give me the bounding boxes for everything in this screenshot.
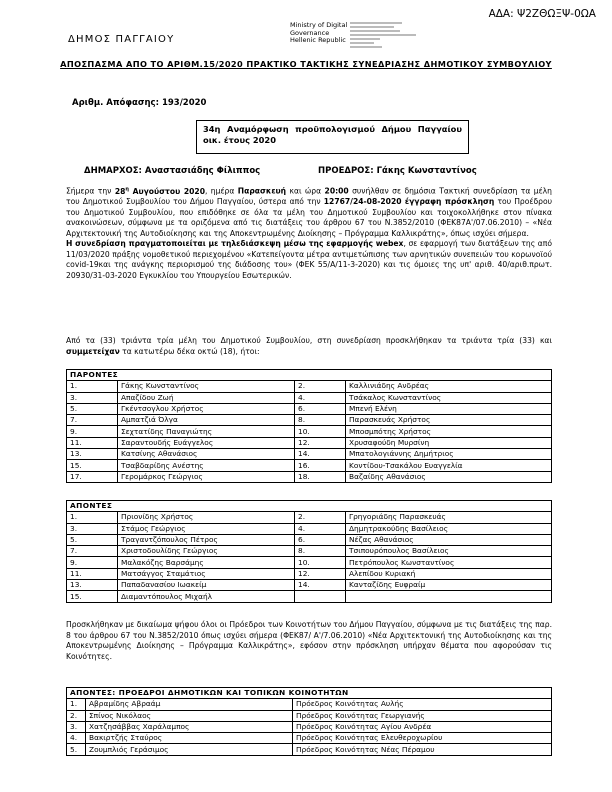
decision-number: Αριθμ. Απόφασης: 193/2020 [72,98,207,108]
table-cell: Σπίνος Νικόλαος [86,710,293,721]
table-cell: Χρυσαφούδη Μυρσίνη [346,437,552,448]
table-cell: Τσαβδαρίδης Ανέστης [118,460,295,471]
present-text: Από τα (33) τριάντα τρία μέλη του Δημοτικού Συμβουλίου, στη συνεδρίαση προσκλήθηκαν τα τριάντα τρία (33) και [66,336,552,345]
table-cell: 7. [67,546,118,557]
intro-text: και ώρα [286,186,325,196]
table-cell: 10. [295,557,346,568]
table-cell: 3. [67,523,118,534]
table-cell: Νέζας Αθανάσιος [346,534,552,545]
absent-title: ΑΠΟΝΤΕΣ [67,501,552,512]
table-cell: Γρηγοριάδης Παρασκευάς [346,512,552,523]
table-cell: 4. [67,733,86,744]
presidents-absent-title: ΑΠΟΝΤΕΣ: ΠΡΟΕΔΡΟΙ ΔΗΜΟΤΙΚΩΝ ΚΑΙ ΤΟΠΙΚΩΝ ΚΟΙΝΟΤΗΤΩΝ [67,688,552,699]
date-day: 28 [114,186,126,196]
table-cell: 11. [67,437,118,448]
present-table [66,369,552,483]
table-cell: Πετρόπουλος Κωνσταντίνος [346,557,552,568]
table-cell: 6. [295,403,346,414]
municipality-name: ΔΗΜΟΣ ΠΑΓΓΑΙΟΥ [68,34,175,45]
table-cell: Τσάκαλος Κωνσταντίνος [346,392,552,403]
table-cell: Βακιρτζής Σταύρος [86,733,293,744]
table-cell: 5. [67,534,118,545]
table-cell: Κανταζίδης Ευφραίμ [346,580,552,591]
table-cell: 4. [295,392,346,403]
table-cell: 2. [67,710,86,721]
table-cell: 1. [67,381,118,392]
table-row [67,534,552,545]
table-cell: Αμπατζιά Όλγα [118,415,295,426]
table-cell: Απαζίδου Ζωή [118,392,295,403]
table-cell: Πρόεδρος Κοινότητας Αγίου Ανδρέα [293,721,552,732]
table-cell: Πρόεδρος Κοινότητας Ελευθεροχωρίου [293,733,552,744]
president-line: ΠΡΟΕΔΡΟΣ: Γάκης Κωνσταντίνος [318,166,477,176]
table-cell: 4. [295,523,346,534]
table-cell: 1. [67,699,86,710]
signature-stamp-lines [350,21,420,49]
table-row [67,512,552,523]
table-row [67,523,552,534]
table-cell: 13. [67,580,118,591]
table-cell: 16. [295,460,346,471]
date-suffix: η [125,186,129,192]
table-row [67,733,552,744]
table-cell: Πρόεδρος Κοινότητας Νέας Πέραμου [293,744,552,755]
table-row [67,591,552,602]
table-cell: Γκέντσογλου Χρήστος [118,403,295,414]
table-cell: 2. [295,381,346,392]
meeting-day: Παρασκευή [237,186,287,196]
table-cell: 1. [67,512,118,523]
table-cell: Χριστοδουλίδης Γεώργιος [118,546,295,557]
present-sentence [66,336,552,357]
table-cell: Σεχτατίδης Παναγιώτης [118,426,295,437]
table-cell [295,591,346,602]
intro-text: , σε εφαρμογή των διατάξεων της από 11/03/2020 πράξης νομοθετικού περιεχομένου «Κατεπείγοντα μέτρα αντιμετώπισης των αρνητικών συνεπειών του κορωνοϊού covid-19και της ανάγκης περιορισμού της διάδοσης του» (ΦΕΚ 55/Α/11-3-2020) και τις όμοιες της υπ' αριθ. 40/αριθ.πρωτ. 20930/31-03-2020 Εγκυκλίου του Υπουργείου Εσωτερικών. [66,239,552,280]
table-row [67,557,552,568]
meeting-date [115,187,205,196]
table-row [67,471,552,482]
table-cell: 5. [67,744,86,755]
document-heading: ΑΠΟΣΠΑΣΜΑ ΑΠΟ ΤΟ ΑΡΙΘΜ.15/2020 ΠΡΑΚΤΙΚΟ ΤΑΚΤΙΚΗΣ ΣΥΝΕΔΡΙΑΣΗΣ ΔΗΜΟΤΙΚΟΥ ΣΥΜΒΟΥΛΙΟΥ [60,59,552,69]
table-row [67,744,552,755]
table-cell: 9. [67,557,118,568]
table-row [67,568,552,579]
table-cell: 6. [295,534,346,545]
intro-text: συνήλθαν σε δημόσια Τακτική συνεδρίαση τα μέλη του Δημοτικού Συμβουλίου του Δήμου Παγγαίου, ύστερα από την [66,186,552,207]
table-cell: Σαραντουδής Ευάγγελος [118,437,295,448]
table-cell: Βαζαίδης Αθανάσιος [346,471,552,482]
presidents-absent-table [66,687,552,756]
invitation-ref: 12767/24-08-2020 έγγραφη πρόσκληση [323,197,495,207]
table-cell: 14. [295,449,346,460]
invited-paragraph: Προσκλήθηκαν με δικαίωμα ψήφου όλοι οι Πρόεδροι των Κοινοτήτων του Δήμου Παγγαίου, σύμφωνα με τις διατάξεις της παρ. 8 του άρθρου 67 του Ν.3852/2010 όπως ισχύει σήμερα (ΦΕΚ87/ Α'/7.06.2010) «Νέα Αρχιτεκτονική της Αυτοδιοίκησης και της Αποκεντρωμένης Διοίκησης – Πρόγραμμα Καλλικράτης», εφόσον στην πρόσκληση υπήρχαν θέματα που αφορούσαν τις Κοινότητες. [66,620,552,661]
table-cell: Κατσίνης Αθανάσιος [118,449,295,460]
table-cell: 8. [295,415,346,426]
table-cell: Παπαδανασίου Ιωακείμ [118,580,295,591]
ministry-line-2: Governance [290,28,330,37]
table-cell: 15. [67,460,118,471]
table-cell: 7. [67,415,118,426]
ministry-label [290,22,347,45]
table-cell: Μπενή Ελένη [346,403,552,414]
table-cell: Αλεπίδου Κυριακή [346,568,552,579]
table-cell: 2. [295,512,346,523]
table-row [67,699,552,710]
webex-notice: Η συνεδρίαση πραγματοποιείται με τηλεδιάσκεψη μέσω της εφαρμογής webex [66,239,404,249]
table-cell [346,591,552,602]
intro-text: , ημέρα [204,186,238,196]
table-row [67,710,552,721]
present-title: ΠΑΡΟΝΤΕΣ [67,370,552,381]
table-cell: Πρόεδρος Κοινότητας Αυλής [293,699,552,710]
table-cell: 13. [67,449,118,460]
table-cell: Γάκης Κωνσταντίνος [118,381,295,392]
table-cell: Μποσμπότης Χρήστος [346,426,552,437]
ada-code: ΑΔΑ: Ψ2ΖΘΩΞΨ-0ΩΑ [488,8,596,20]
table-row [67,449,552,460]
table-row [67,415,552,426]
table-cell: 3. [67,392,118,403]
table-cell: 12. [295,568,346,579]
table-row [67,546,552,557]
table-row [67,381,552,392]
absent-table [66,500,552,603]
table-cell: 12. [295,437,346,448]
table-cell: Πριονίδης Χρήστος [118,512,295,523]
table-cell: Παρασκευάς Χρήστος [346,415,552,426]
table-cell: Καλλινιάδης Ανδρέας [346,381,552,392]
mayor-line: ΔΗΜΑΡΧΟΣ: Αναστασιάδης Φίλιππος [84,166,261,176]
table-cell: Αβραμίδης Αβραάμ [86,699,293,710]
table-cell: Χατζησάββας Χαράλαμπος [86,721,293,732]
table-row [67,403,552,414]
table-row [67,580,552,591]
table-cell: 11. [67,568,118,579]
participated-word: συμμετείχαν [66,346,120,356]
table-cell: Γερομάρκος Γεώργιος [118,471,295,482]
table-cell: Ζουμπλιός Γεράσιμος [86,744,293,755]
table-cell: Τσιπουρόπουλος Βασίλειος [346,546,552,557]
table-cell: 3. [67,721,86,732]
table-cell: Ματσάγγος Σταμάτιος [118,568,295,579]
table-row [67,392,552,403]
table-cell: Τραγαντζόπουλος Πέτρος [118,534,295,545]
table-cell: Διαμαντόπουλος Μιχαήλ [118,591,295,602]
table-cell: Μαλακόζης Βαρσάμης [118,557,295,568]
intro-text: του Προέδρου του Δημοτικού Συμβουλίου, που επιδόθηκε σε όλα τα μέλη του Δημοτικού Συμβουλίου και τοιχοκολλήθηκε στον πίνακα ανακοινώσεων, σύμφωνα με τα οριζόμενα από τις διατάξεις του άρθρου 67 του Ν.3852/2010 (ΦΕΚ87Α'/07.06.2010) – «Νέα Αρχιτεκτονική της Αυτοδιοίκησης και της Αποκεντρωμένης Διοίκησης – Πρόγραμμα Καλλικράτης», όπως ισχύει σήμερα. [66,197,553,238]
table-cell: 8. [295,546,346,557]
subject-box: 34η Αναμόρφωση προϋπολογισμού Δήμου Παγγαίου οικ. έτους 2020 [196,120,469,154]
table-row [67,437,552,448]
table-cell: Μπατολογιάννης Δημήτριος [346,449,552,460]
intro-paragraph [66,184,552,281]
table-cell: 10. [295,426,346,437]
present-text: τα κατωτέρω δέκα οκτώ (18), ήτοι: [119,346,260,356]
table-cell: 9. [67,426,118,437]
table-cell: Κοντίδου-Τσακάλου Ευαγγελία [346,460,552,471]
table-cell: 17. [67,471,118,482]
table-cell: Δημητρακούδης Βασίλειος [346,523,552,534]
ministry-line-3: Hellenic Republic [290,36,346,44]
digital-signature-stamp [350,21,420,49]
ministry-line-1: Ministry of Digital [290,21,348,29]
table-cell: 18. [295,471,346,482]
date-month: Αυγούστου 2020 [128,186,205,196]
table-cell: 15. [67,591,118,602]
table-cell: Στάμος Γεώργιος [118,523,295,534]
table-row [67,721,552,732]
table-cell: 5. [67,403,118,414]
meeting-time: 20:00 [324,186,349,196]
table-cell: 14. [295,580,346,591]
intro-text: Σήμερα την [66,186,115,196]
table-row [67,460,552,471]
table-cell: Πρόεδρος Κοινότητας Γεωργιανής [293,710,552,721]
table-row [67,426,552,437]
